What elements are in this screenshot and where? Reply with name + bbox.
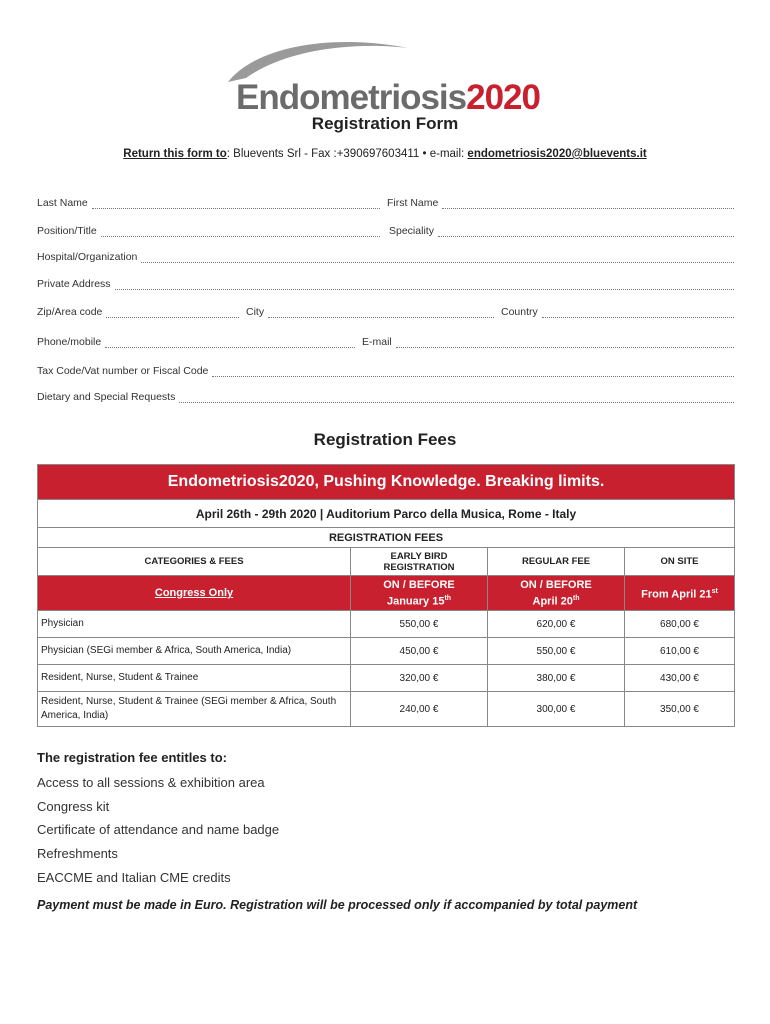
congress-only-row (38, 576, 735, 611)
early-deadline-line2: January 15 (386, 595, 445, 608)
speciality-field[interactable] (389, 223, 734, 237)
first-name-label: First Name (387, 197, 439, 209)
table-row (38, 692, 735, 727)
private-address-field[interactable] (37, 276, 734, 290)
zip-field[interactable] (37, 304, 239, 318)
phone-input[interactable] (105, 338, 355, 348)
regular-deadline-sup: th (572, 594, 580, 602)
onsite-deadline-sup: st (711, 587, 718, 595)
row-early-fee: 450,00 € (351, 638, 488, 665)
last-name-input[interactable] (92, 199, 380, 209)
row-onsite-fee: 350,00 € (625, 692, 735, 727)
phone-label: Phone/mobile (37, 336, 102, 348)
hospital-input[interactable] (141, 253, 734, 263)
table-dates: April 26th - 29th 2020 | Auditorium Parco della Musica, Rome - Italy (38, 500, 735, 528)
entitlement-item: EACCME and Italian CME credits (37, 870, 231, 885)
row-regular-fee: 380,00 € (488, 665, 625, 692)
entitlement-item: Congress kit (37, 799, 110, 814)
city-field[interactable] (246, 304, 494, 318)
phone-field[interactable] (37, 334, 355, 348)
table-section-title: REGISTRATION FEES (38, 528, 735, 548)
tax-code-input[interactable] (212, 367, 734, 377)
return-prefix: Return this form to (123, 148, 227, 160)
table-row (38, 665, 735, 692)
position-input[interactable] (101, 227, 380, 237)
logo-text (236, 78, 540, 118)
table-section-row (38, 528, 735, 548)
regular-deadline (488, 576, 625, 611)
private-address-input[interactable] (115, 280, 734, 290)
tax-code-label: Tax Code/Vat number or Fiscal Code (37, 365, 209, 377)
entitlements-title: The registration fee entitles to: (37, 750, 227, 765)
city-label: City (246, 306, 265, 318)
row-regular-fee: 620,00 € (488, 611, 625, 638)
speciality-input[interactable] (438, 227, 734, 237)
early-deadline-line1: ON / BEFORE (383, 578, 455, 591)
header-regular: REGULAR FEE (488, 548, 625, 576)
table-banner: Endometriosis2020, Pushing Knowledge. Breaking limits. (38, 465, 735, 500)
entitlement-item: Refreshments (37, 846, 118, 861)
row-category: Resident, Nurse, Student & Trainee (SEGi member & Africa, South America, India) (38, 692, 351, 727)
last-name-field[interactable] (37, 195, 380, 209)
country-label: Country (501, 306, 538, 318)
payment-note: Payment must be made in Euro. Registration will be processed only if accompanied by total payment (37, 898, 638, 912)
first-name-field[interactable] (387, 195, 734, 209)
zip-input[interactable] (106, 308, 239, 318)
header-categories: CATEGORIES & FEES (38, 548, 351, 576)
email-label: E-mail (362, 336, 392, 348)
early-deadline-sup: th (444, 594, 452, 602)
row-onsite-fee: 430,00 € (625, 665, 735, 692)
fees-table (37, 464, 735, 727)
email-field[interactable] (362, 334, 734, 348)
return-text: : Bluevents Srl - Fax :+390697603411 • e-mail: (226, 148, 468, 160)
email-input[interactable] (396, 338, 734, 348)
dietary-input[interactable] (179, 393, 734, 403)
dietary-field[interactable] (37, 389, 734, 403)
row-early-fee: 550,00 € (351, 611, 488, 638)
early-deadline (351, 576, 488, 611)
country-field[interactable] (501, 304, 734, 318)
return-instructions (0, 148, 770, 160)
row-category: Physician (38, 611, 351, 638)
regular-deadline-line1: ON / BEFORE (520, 578, 592, 591)
last-name-label: Last Name (37, 197, 88, 209)
table-row (38, 611, 735, 638)
logo (218, 34, 558, 117)
row-category: Physician (SEGi member & Africa, South America, India) (38, 638, 351, 665)
row-category: Resident, Nurse, Student & Trainee (38, 665, 351, 692)
city-input[interactable] (268, 308, 494, 318)
entitlement-item: Certificate of attendance and name badge (37, 822, 280, 837)
table-dates-row (38, 500, 735, 528)
onsite-deadline-text: From April 21 (641, 588, 712, 601)
row-early-fee: 240,00 € (351, 692, 488, 727)
private-address-label: Private Address (37, 278, 111, 290)
row-onsite-fee: 680,00 € (625, 611, 735, 638)
logo-year: 2020 (466, 78, 540, 117)
row-onsite-fee: 610,00 € (625, 638, 735, 665)
row-regular-fee: 550,00 € (488, 638, 625, 665)
header-early-bird: EARLY BIRD REGISTRATION (351, 548, 488, 576)
logo-word: Endometriosis (236, 78, 467, 117)
table-banner-row (38, 465, 735, 500)
onsite-deadline (625, 576, 735, 611)
hospital-field[interactable] (37, 249, 734, 263)
row-early-fee: 320,00 € (351, 665, 488, 692)
table-row (38, 638, 735, 665)
congress-only-label: Congress Only (38, 576, 351, 611)
first-name-input[interactable] (442, 199, 734, 209)
entitlement-item: Access to all sessions & exhibition area (37, 775, 265, 790)
fees-title: Registration Fees (313, 430, 457, 449)
tax-code-field[interactable] (37, 363, 734, 377)
table-header-row (38, 548, 735, 576)
header-onsite: ON SITE (625, 548, 735, 576)
hospital-label: Hospital/Organization (37, 251, 138, 263)
zip-label: Zip/Area code (37, 306, 103, 318)
return-email-link[interactable]: endometriosis2020@bluevents.it (467, 148, 647, 160)
speciality-label: Speciality (389, 225, 434, 237)
regular-deadline-line2: April 20 (532, 595, 573, 608)
position-label: Position/Title (37, 225, 97, 237)
country-input[interactable] (542, 308, 734, 318)
form-title: Registration Form (311, 114, 459, 133)
dietary-label: Dietary and Special Requests (37, 391, 176, 403)
row-regular-fee: 300,00 € (488, 692, 625, 727)
position-field[interactable] (37, 223, 380, 237)
